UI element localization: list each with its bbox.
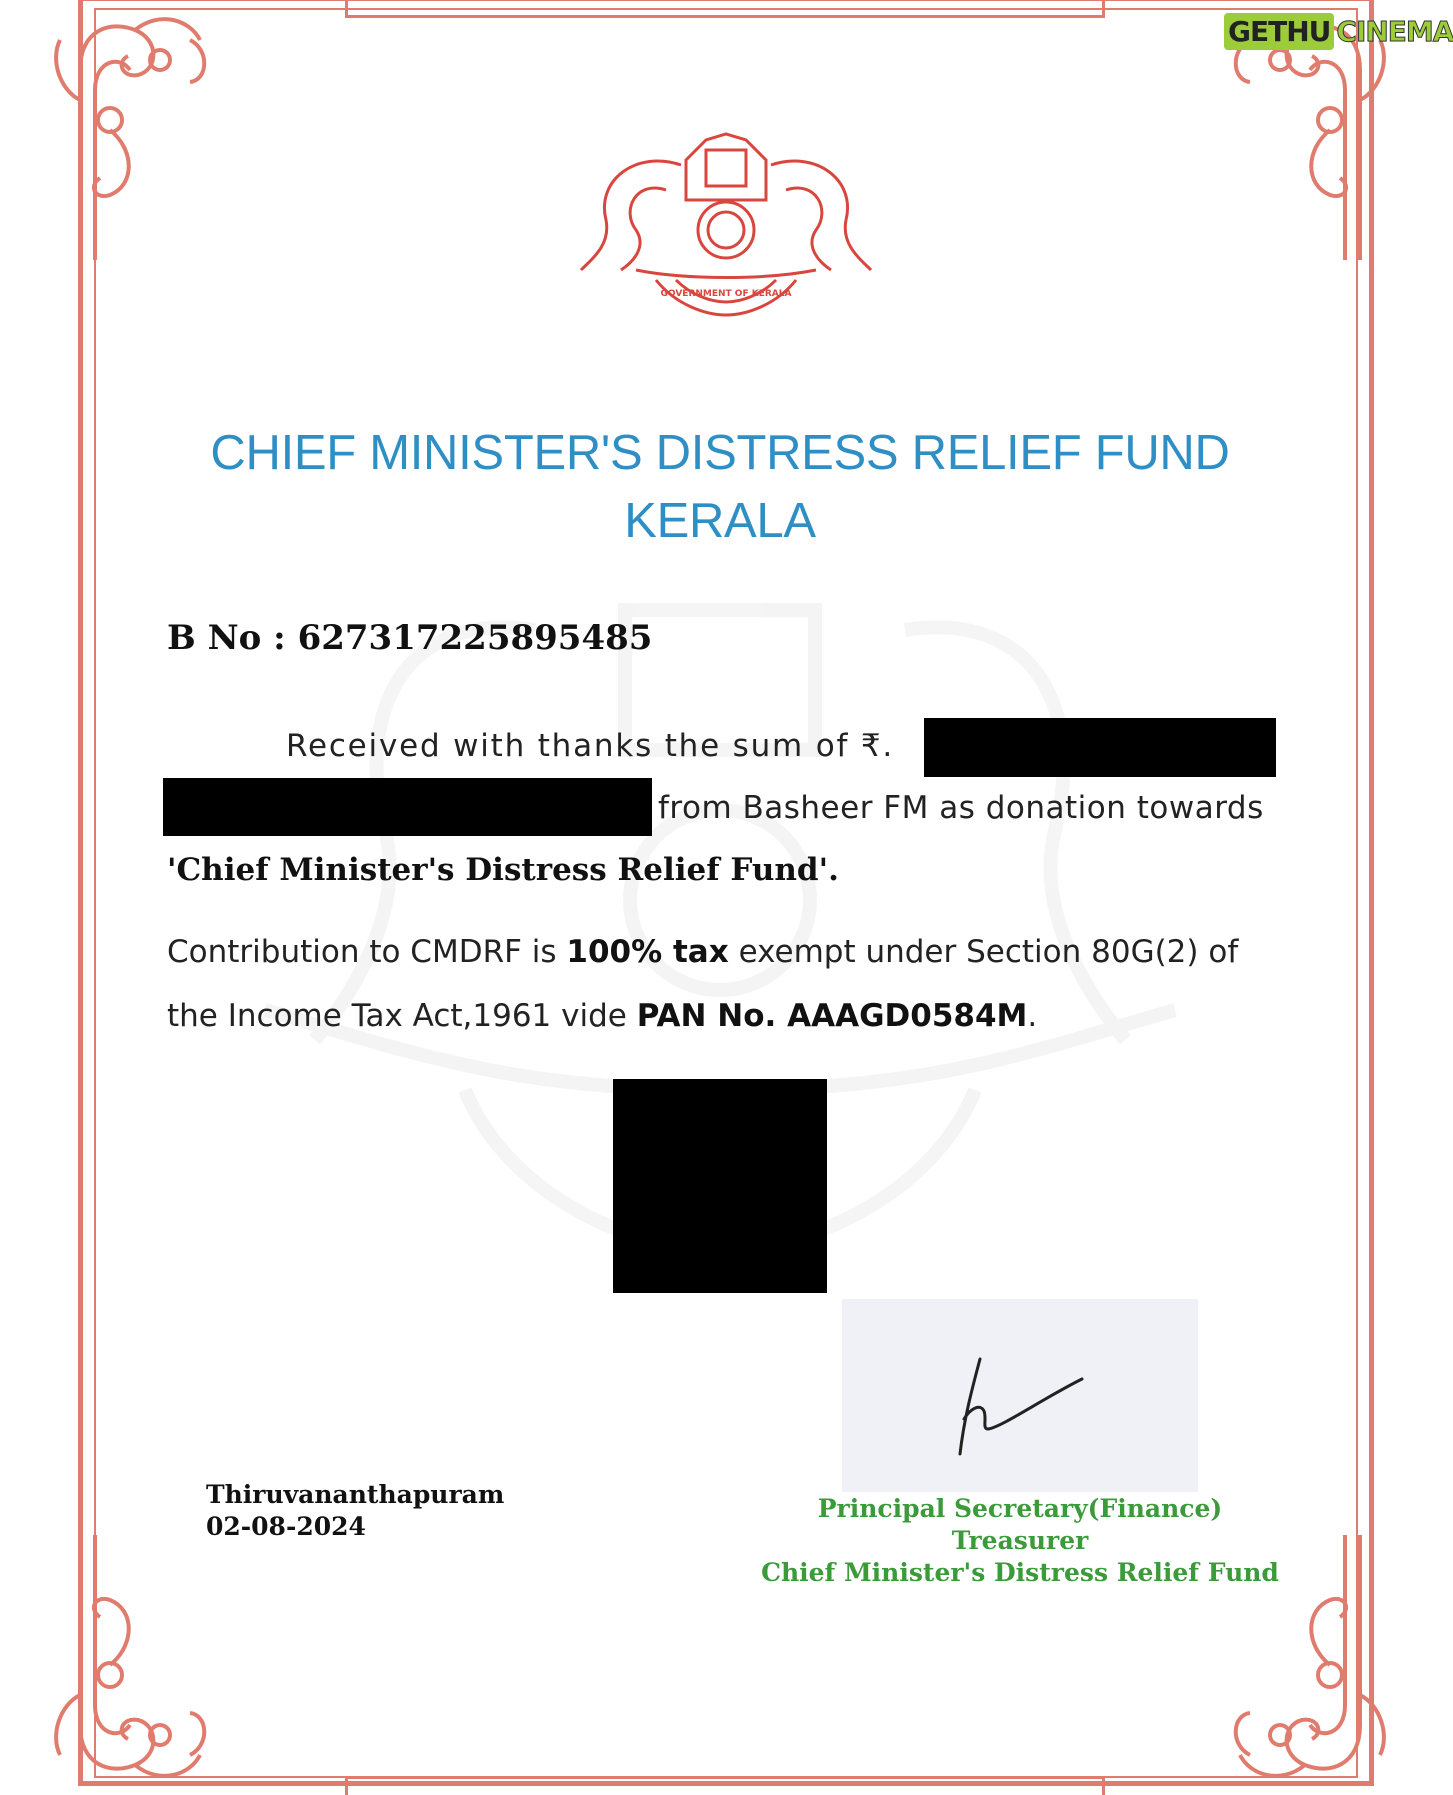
receipt-donor-line: from Basheer FM as donation towards (658, 790, 1264, 826)
signature-box (842, 1299, 1198, 1492)
receipt-number-value: 627317225895485 (297, 618, 653, 658)
act-text-pre: the Income Tax Act,1961 vide (167, 998, 637, 1034)
signatory-role: Treasurer (951, 1526, 1089, 1555)
border-top-bar (345, 0, 1105, 18)
tax-text-post: exempt under Section 80G(2) of (728, 934, 1239, 970)
redacted-qr-code (613, 1079, 827, 1293)
signatory-designation: Principal Secretary(Finance) (817, 1494, 1223, 1523)
pan-number: PAN No. AAAGD0584M (636, 998, 1028, 1034)
signature (842, 1299, 1198, 1492)
tax-text-bold: 100% tax (566, 934, 729, 970)
tax-exemption-line (167, 934, 1238, 970)
fund-state: KERALA (624, 494, 816, 548)
act-text-post: . (1027, 998, 1038, 1034)
fund-title: CHIEF MINISTER'S DISTRESS RELIEF FUND (210, 426, 1230, 480)
ornament-corner-bottom-left (40, 1535, 210, 1795)
receipt-fund-name: 'Chief Minister's Distress Relief Fund'. (167, 852, 839, 888)
brand-logo-part1: GETHU (1224, 13, 1334, 50)
kerala-government-emblem (576, 130, 876, 320)
receipt-amount-line: Received with thanks the sum of ₹. (286, 728, 895, 764)
signatory-fund: Chief Minister's Distress Relief Fund (761, 1558, 1279, 1587)
date: 02-08-2024 (206, 1512, 366, 1541)
redacted-amount-words (163, 778, 652, 836)
border-bottom-bar (345, 1776, 1105, 1795)
place: Thiruvananthapuram (206, 1480, 505, 1509)
tax-text-pre: Contribution to CMDRF is (167, 934, 567, 970)
emblem-text: GOVERNMENT OF KERALA (660, 289, 792, 299)
redacted-amount (924, 718, 1276, 777)
ornament-corner-top-left (40, 0, 210, 260)
income-tax-act-line (167, 998, 1037, 1034)
receipt-number (167, 618, 652, 658)
brand-logo-part2: CINEMA (1336, 14, 1453, 48)
brand-logo (1224, 8, 1453, 54)
receipt-number-label: B No : (167, 618, 298, 658)
